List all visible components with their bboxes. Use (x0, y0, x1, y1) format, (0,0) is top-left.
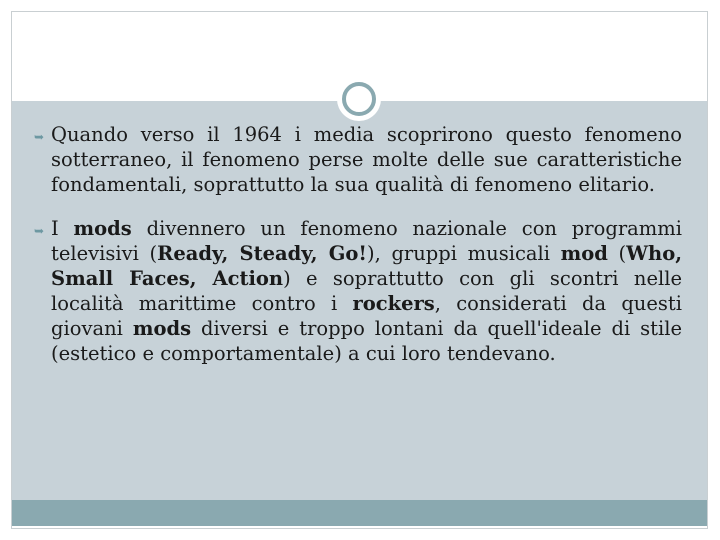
bullet-2-seg-0: I (51, 217, 74, 240)
bullet-2-seg-3: Ready, Steady, Go! (157, 242, 367, 265)
circle-ornament (337, 77, 381, 121)
bullet-2-seg-8: ) e soprattutto con gli scontri nelle località marittime contro i (51, 267, 682, 315)
footer-bar (12, 500, 707, 526)
bullet-2-seg-11: mods (132, 317, 192, 340)
curved-arrow-bullet-icon: ➥ (34, 130, 45, 144)
bullet-2-seg-9: rockers (352, 292, 435, 315)
curved-arrow-bullet-icon: ➥ (34, 224, 45, 238)
bullet-list (34, 122, 683, 385)
bullet-item-1 (34, 122, 682, 197)
bullet-2-seg-10: , considerati da questi giovani (51, 292, 682, 340)
bullet-item-2 (34, 216, 683, 366)
bullet-2-seg-4: ), gruppi musicali (367, 242, 561, 265)
bullet-2-seg-6: ( (607, 242, 627, 265)
bullet-2-seg-2: divennero un fenomeno nazionale con programmi televisivi ( (51, 217, 683, 265)
bullet-2-seg-1: mods (73, 217, 132, 240)
bullet-2-seg-12: diversi e troppo lontani da quell'ideale di stile (estetico e comportamentale) a cui loro tendevano. (51, 317, 682, 365)
bullet-2-seg-5: mod (560, 242, 608, 265)
bullet-2-seg-7: Who, Small Faces, Action (51, 242, 683, 290)
bullet-1-seg-0: Quando verso il 1964 i media scoprirono questo fenomeno sotterraneo, il fenomeno perse molte delle sue caratteristiche fondamentali, soprattutto la sua qualità di fenomeno elitario. (51, 123, 682, 196)
